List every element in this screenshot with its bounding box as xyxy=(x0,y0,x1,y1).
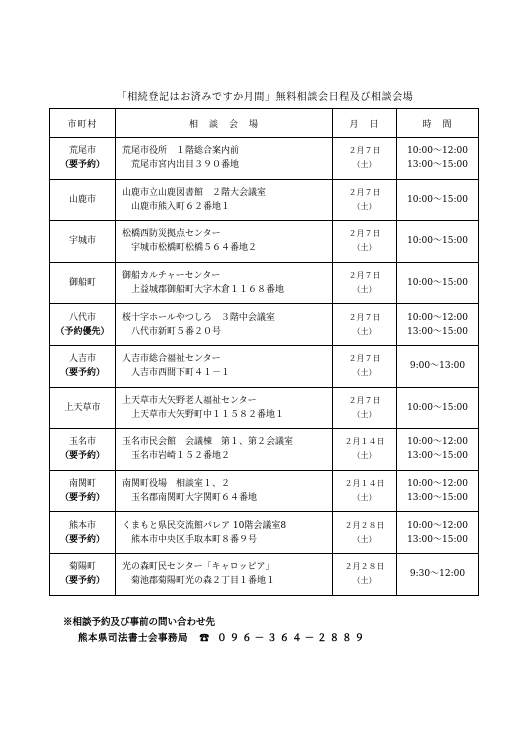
city-name: 菊陽町 xyxy=(68,562,96,573)
weekday: （土） xyxy=(352,285,377,295)
city-name: 人吉市 xyxy=(68,354,96,365)
cell-time xyxy=(397,179,479,221)
time-slot-1: 10:00～15:00 xyxy=(407,194,468,205)
cell-date xyxy=(333,553,397,595)
time-slot-1: 10:00～12:00 xyxy=(407,520,468,531)
time-slot-1: 10:00～12:00 xyxy=(407,437,468,448)
time-slot-1: 10:00～12:00 xyxy=(407,146,468,157)
header-time: 時 間 xyxy=(397,109,479,138)
cell-date xyxy=(333,221,397,263)
date-value: ２月７日 xyxy=(348,146,381,156)
reservation-note: （要予約） xyxy=(59,576,105,587)
table-row xyxy=(50,429,479,471)
reservation-note: （要予約） xyxy=(59,534,105,545)
cell-city xyxy=(50,221,116,263)
cell-date xyxy=(333,262,397,304)
table-row xyxy=(50,470,479,512)
cell-venue xyxy=(116,387,333,429)
venue-name: 光の森町民センター「キャロッピア」 xyxy=(122,562,275,573)
venue-address: 荒尾市宮内出目３９０番地 xyxy=(131,160,240,171)
time-slot-1: 10:00～12:00 xyxy=(407,479,468,490)
venue-address: 菊池郡菊陽町光の森２丁目１番地１ xyxy=(131,576,276,587)
table-row xyxy=(50,221,479,263)
cell-city xyxy=(50,262,116,304)
time-slot-1: 9:00～13:00 xyxy=(409,361,466,372)
cell-time xyxy=(397,387,479,429)
cell-date xyxy=(333,345,397,387)
cell-date xyxy=(333,470,397,512)
table-row xyxy=(50,345,479,387)
cell-time xyxy=(397,304,479,346)
time-slot-2: 13:00～15:00 xyxy=(407,493,468,504)
cell-venue xyxy=(116,221,333,263)
venue-name: くまもと県民交流館パレア 10階会議室8 xyxy=(122,520,287,531)
time-slot-2: 13:00～15:00 xyxy=(407,326,468,337)
reservation-note: （要予約） xyxy=(59,493,105,504)
weekday: （土） xyxy=(352,409,377,419)
venue-address: 上益城郡御船町大字木倉１１６８番地 xyxy=(131,285,285,296)
table-row xyxy=(50,262,479,304)
date-value: ２月２８日 xyxy=(344,562,385,572)
date-value: ２月７日 xyxy=(348,354,381,364)
cell-city xyxy=(50,345,116,387)
city-name: 山鹿市 xyxy=(68,194,96,205)
cell-venue xyxy=(116,429,333,471)
cell-time xyxy=(397,470,479,512)
time-slot-1: 10:00～15:00 xyxy=(407,278,468,289)
table-header-row xyxy=(50,109,479,138)
cell-venue xyxy=(116,179,333,221)
venue-address: 山鹿市熊入町６２番地１ xyxy=(131,201,231,212)
weekday: （土） xyxy=(352,576,377,586)
date-value: ２月７日 xyxy=(348,395,381,405)
date-value: ２月２８日 xyxy=(344,520,385,530)
venue-name: 松橋西防災拠点センター xyxy=(122,229,221,240)
venue-address: 熊本市中央区手取本町８番９号 xyxy=(131,534,258,545)
weekday: （土） xyxy=(352,493,377,503)
table-row xyxy=(50,512,479,554)
city-name: 宇城市 xyxy=(68,236,96,247)
weekday: （土） xyxy=(352,243,377,253)
venue-address: 上天草市大矢野町中１１５８２番地１ xyxy=(131,409,285,420)
header-date: 月 日 xyxy=(333,109,397,138)
cell-date xyxy=(333,304,397,346)
date-value: ２月７日 xyxy=(348,312,381,322)
venue-name: 人吉市総合福祉センター xyxy=(122,354,221,365)
time-slot-2: 13:00～15:00 xyxy=(407,160,468,171)
table-row xyxy=(50,138,479,180)
date-value: ２月１４日 xyxy=(344,479,385,489)
weekday: （土） xyxy=(352,160,377,170)
cell-date xyxy=(333,429,397,471)
cell-city xyxy=(50,387,116,429)
city-name: 御船町 xyxy=(68,278,96,289)
table-row xyxy=(50,553,479,595)
cell-date xyxy=(333,387,397,429)
cell-date xyxy=(333,138,397,180)
cell-city xyxy=(50,512,116,554)
cell-date xyxy=(333,179,397,221)
date-value: ２月７日 xyxy=(348,187,381,197)
cell-venue xyxy=(116,553,333,595)
venue-name: 玉名市民会館 会議棟 第１、第２会議室 xyxy=(122,437,294,448)
document-title: 「相続登記はお済みですか月間」無料相談会日程及び相談会場 xyxy=(116,92,414,103)
cell-city xyxy=(50,470,116,512)
weekday: （土） xyxy=(352,326,377,336)
venue-name: 上天草市大矢野老人福祉センター xyxy=(122,395,257,406)
table-row xyxy=(50,179,479,221)
cell-city xyxy=(50,179,116,221)
weekday: （土） xyxy=(352,368,377,378)
cell-city xyxy=(50,429,116,471)
cell-time xyxy=(397,512,479,554)
weekday: （土） xyxy=(352,451,377,461)
cell-time xyxy=(397,345,479,387)
contact-line xyxy=(78,630,367,644)
schedule-table xyxy=(49,108,479,596)
header-venue: 相 談 会 場 xyxy=(116,109,333,138)
cell-city xyxy=(50,138,116,180)
venue-name: 御船カルチャーセンター xyxy=(122,271,221,282)
header-city: 市町村 xyxy=(50,109,116,138)
cell-venue xyxy=(116,262,333,304)
time-slot-2: 13:00～15:00 xyxy=(407,451,468,462)
time-slot-1: 10:00～15:00 xyxy=(407,236,468,247)
time-slot-1: 10:00～12:00 xyxy=(407,312,468,323)
venue-address: 人吉市西間下町４１－１ xyxy=(131,368,231,379)
contact-heading: ※相談予約及び事前の問い合わせ先 xyxy=(63,617,216,628)
table-row xyxy=(50,387,479,429)
cell-venue xyxy=(116,470,333,512)
cell-venue xyxy=(116,512,333,554)
reservation-note: （予約優先） xyxy=(55,326,110,337)
date-value: ２月７日 xyxy=(348,229,381,239)
cell-time xyxy=(397,553,479,595)
city-name: 上天草市 xyxy=(64,402,101,413)
city-name: 玉名市 xyxy=(68,437,96,448)
cell-time xyxy=(397,262,479,304)
venue-name: 南関町役場 相談室１、２ xyxy=(122,479,231,490)
table-row xyxy=(50,304,479,346)
telephone-icon: ☎ xyxy=(199,633,210,644)
cell-venue xyxy=(116,304,333,346)
cell-city xyxy=(50,304,116,346)
city-name: 荒尾市 xyxy=(68,146,96,157)
city-name: 八代市 xyxy=(68,312,96,323)
cell-venue xyxy=(116,345,333,387)
venue-address: 玉名市岩崎１５２番地２ xyxy=(131,451,231,462)
venue-name: 桜十字ホールやつしろ ３階中会議室 xyxy=(122,312,275,323)
city-name: 熊本市 xyxy=(68,520,96,531)
cell-time xyxy=(397,221,479,263)
reservation-note: （要予約） xyxy=(59,160,105,171)
reservation-note: （要予約） xyxy=(59,368,105,379)
date-value: ２月１４日 xyxy=(344,437,385,447)
venue-address: 宇城市松橋町松橋５６４番地２ xyxy=(131,243,258,254)
time-slot-2: 13:00～15:00 xyxy=(407,534,468,545)
venue-address: 玉名郡南関町大字関町６４番地 xyxy=(131,493,258,504)
time-slot-1: 10:00～15:00 xyxy=(407,402,468,413)
weekday: （土） xyxy=(352,534,377,544)
venue-name: 荒尾市役所 １階総合案内前 xyxy=(122,146,240,157)
reservation-note: （要予約） xyxy=(59,451,105,462)
weekday: （土） xyxy=(352,201,377,211)
cell-city xyxy=(50,553,116,595)
venue-address: 八代市新町５番２０号 xyxy=(131,326,222,337)
time-slot-1: 9:30～12:00 xyxy=(409,569,466,580)
date-value: ２月７日 xyxy=(348,271,381,281)
contact-org: 熊本県司法書士会事務局 xyxy=(78,633,189,644)
cell-date xyxy=(333,512,397,554)
contact-phone: ０９６－３６４－２８８９ xyxy=(217,633,368,644)
venue-name: 山鹿市立山鹿図書館 ２階大会議室 xyxy=(122,187,267,198)
cell-venue xyxy=(116,138,333,180)
city-name: 南関町 xyxy=(68,479,96,490)
cell-time xyxy=(397,429,479,471)
cell-time xyxy=(397,138,479,180)
